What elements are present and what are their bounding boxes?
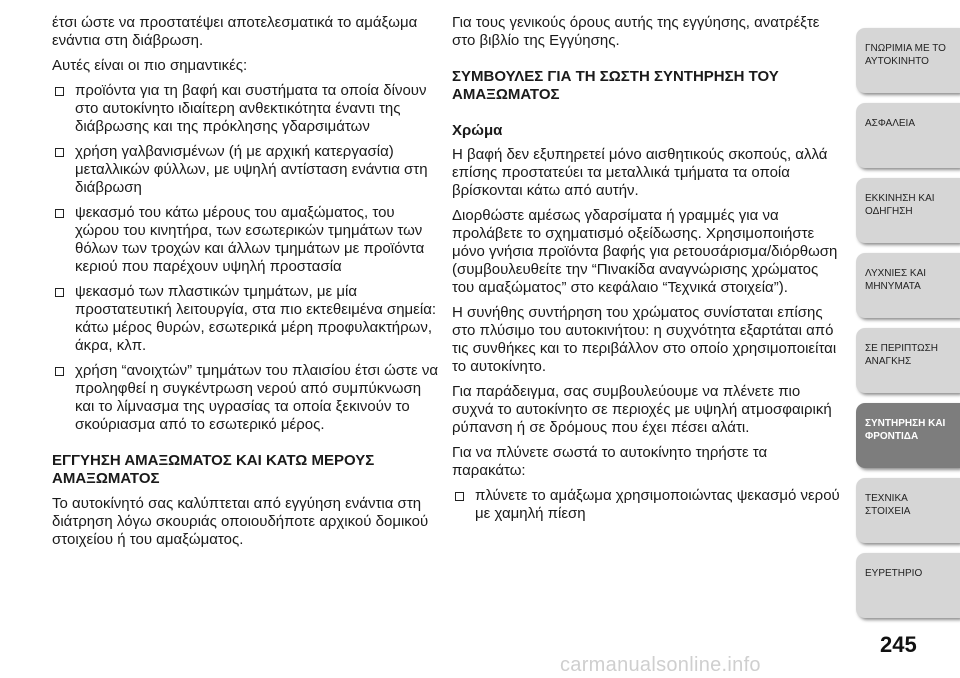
list-item: χρήση γαλβανισμένων (ή με αρχική κατεργασία) μεταλλικών φύλλων, με υψηλή αντίσταση ενάντια στη διάβρωση [52, 143, 442, 197]
middle-column [452, 14, 844, 530]
paint-paragraph-2: Διορθώστε αμέσως γδαρσίματα ή γραμμές για να προλάβετε το σχηματισμό οξείδωσης. Χρησιμοποιήστε μόνο γνήσια προϊόντα βαφής για ρετουσάρισμα/διόρθωση (συμβουλευθείτε την “Πινακίδα αναγνώρισης χρώματος του αμαξώματος” στο κεφάλαιο “Τεχνικά στοιχεία”). [452, 207, 838, 296]
list-item: προϊόντα για τη βαφή και συστήματα τα οποία δίνουν στο αυτοκίνητο ιδιαίτερη ανθεκτικότητα έναντι της διάβρωσης και της πρόκλησης γδαρσιμάτων [52, 82, 442, 136]
warranty-heading: ΕΓΓΥΗΣΗ ΑΜΑΞΩΜΑΤΟΣ ΚΑΙ ΚΑΤΩ ΜΕΡΟΥΣ ΑΜΑΞΩΜΑΤΟΣ [52, 452, 375, 487]
list-item: πλύνετε το αμάξωμα χρησιμοποιώντας ψεκασμό νερού με χαμηλή πίεση [452, 487, 844, 523]
checkbox-bullet-icon [55, 87, 64, 96]
maintenance-heading: ΣΥΜΒΟΥΛΕΣ ΓΙΑ ΤΗ ΣΩΣΤΗ ΣΥΝΤΗΡΗΣΗ ΤΟΥ ΑΜΑΞΩΜΑΤΟΣ [452, 68, 779, 103]
list-item: χρήση “ανοιχτών” τμημάτων του πλαισίου έτσι ώστε να προληφθεί η συγκέντρωση νερού από συμπύκνωση και το λίμνασμα της υγρασίας τα οποία ξεκινούν το σκούριασμα από το εσωτερικό μέρος. [52, 362, 442, 434]
tab-technical-data[interactable]: ΤΕΧΝΙΚΑ ΣΤΟΙΧΕΙΑ [856, 478, 960, 543]
warranty-paragraph: Το αυτοκίνητό σας καλύπτεται από εγγύηση ενάντια στη διάτρηση λόγω σκουριάς οποιουδήποτε αρχικού δομικού στοιχείου ή του αμαξώματος. [52, 495, 429, 548]
paint-paragraph-5: Για να πλύνετε σωστά το αυτοκίνητο τηρήστε τα παρακάτω: [452, 444, 768, 479]
list-intro: Αυτές είναι οι πιο σημαντικές: [52, 57, 248, 74]
left-column [52, 14, 442, 556]
tab-safety[interactable]: ΑΣΦΑΛΕΙΑ [856, 103, 960, 168]
warranty-reference: Για τους γενικούς όρους αυτής της εγγύησης, ανατρέξτε στο βιβλίο της Εγγύησης. [452, 14, 820, 49]
intro-paragraph: έτσι ώστε να προστατέψει αποτελεσματικά το αμάξωμα ενάντια στη διάβρωση. [52, 14, 418, 49]
tab-emergency[interactable]: ΣΕ ΠΕΡΙΠΤΩΣΗ ΑΝΑΓΚΗΣ [856, 328, 960, 393]
list-item: ψεκασμό του κάτω μέρους του αμαξώματος, του χώρου του κινητήρα, των εσωτερικών τμημάτων των θόλων των τροχών και άλλων τμημάτων με προϊόντα κεριού που παρέχουν υψηλή προστασία [52, 204, 442, 276]
tab-index[interactable]: ΕΥΡΕΤΗΡΙΟ [856, 553, 960, 618]
paint-subheading: Χρώμα [452, 122, 503, 139]
tab-getting-to-know[interactable]: ΓΝΩΡΙΜΙΑ ΜΕ ΤΟ ΑΥΤΟΚΙΝΗΤΟ [856, 28, 960, 93]
list-item: ψεκασμό των πλαστικών τμημάτων, με μία προστατευτική λειτουργία, στα πιο εκτεθειμένα σημεία: κάτω μέρος θυρών, εσωτερικά μέρη προφυλακτήρων, άκρα, κλπ. [52, 283, 442, 355]
paint-paragraph-3: Η συνήθης συντήρηση του χρώματος συνίσταται επίσης στο πλύσιμο του αυτοκινήτου: η συχνότητα εξαρτάται από τις συνθήκες και το περιβάλλον στο οποίο χρησιμοποιείται το αυτοκίνητο. [452, 304, 837, 375]
checkbox-bullet-icon [55, 288, 64, 297]
tab-warning-lights[interactable]: ΛΥΧΝΙΕΣ ΚΑΙ ΜΗΝΥΜΑΤΑ [856, 253, 960, 318]
checkbox-bullet-icon [55, 367, 64, 376]
paint-paragraph-1: Η βαφή δεν εξυπηρετεί μόνο αισθητικούς σκοπούς, αλλά επίσης προστατεύει τα μεταλλικά τμήματα τα οποία βρίσκονται κάτω από αυτήν. [452, 146, 828, 199]
checkbox-bullet-icon [455, 492, 464, 501]
page-number: 245 [880, 632, 917, 657]
tab-starting-driving[interactable]: ΕΚΚΙΝΗΣΗ ΚΑΙ ΟΔΗΓΗΣΗ [856, 178, 960, 243]
tab-maintenance[interactable]: ΣΥΝΤΗΡΗΣΗ ΚΑΙ ΦΡΟΝΤΙΔΑ [856, 403, 960, 468]
watermark: carmanualsonline.info [560, 654, 761, 676]
checkbox-bullet-icon [55, 148, 64, 157]
checkbox-bullet-icon [55, 209, 64, 218]
chapter-tabs [856, 28, 960, 628]
paint-paragraph-4: Για παράδειγμα, σας συμβουλεύουμε να πλένετε πιο συχνά το αυτοκίνητο σε περιοχές με υψηλή ατμοσφαιρική ρύπανση ή σε δρόμους που έχει πέσει αλάτι. [452, 383, 832, 436]
